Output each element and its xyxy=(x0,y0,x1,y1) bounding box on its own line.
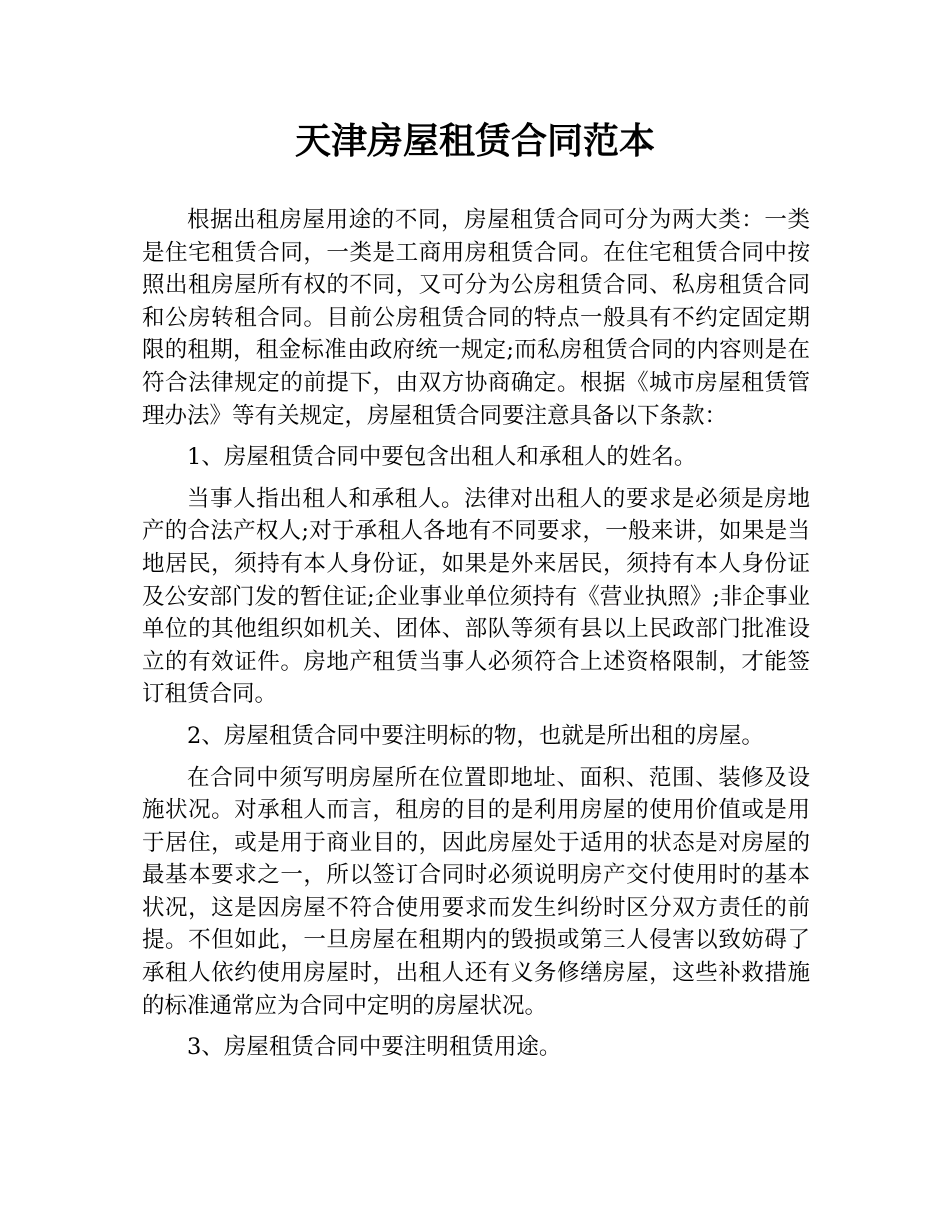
clause-body-1: 当事人指出租人和承租人。法律对出租人的要求是必须是房地产的合法产权人;对于承租人各地有不同要求，一般来讲，如果是当地居民，须持有本人身份证，如果是外来居民，须持有本人身份证及公安部门发的暂住证;企业事业单位须持有《营业执照》;非企事业单位的其他组织如机关、团体、部队等须有县以上民政部门批准设立的有效证件。房地产租赁当事人必须符合上述资格限制，才能签订租赁合同。 xyxy=(142,485,810,708)
document-title: 天津房屋租赁合同范本 xyxy=(294,121,655,162)
clause-body-2: 在合同中须写明房屋所在位置即地址、面积、范围、装修及设施状况。对承租人而言，租房的目的是利用房屋的使用价值或是用于居住，或是用于商业目的，因此房屋处于适用的状态是对房屋的最基本要求之一，所以签订合同时必须说明房产交付使用时的基本状况，这是因房屋不符合使用要求而发生纠纷时区分双方责任的前提。不但如此，一旦房屋在租期内的毁损或第三人侵害以致妨碍了承租人依约使用房屋时，出租人还有义务修缮房屋，这些补救措施的标准通常应为合同中定明的房屋状况。 xyxy=(142,764,810,1019)
document-body xyxy=(142,204,810,1073)
clause-heading-3: 3、房屋租赁合同中要注明租赁用途。 xyxy=(187,1034,562,1061)
paragraph-intro: 根据出租房屋用途的不同，房屋租赁合同可分为两大类：一类是住宅租赁合同，一类是工商用房租赁合同。在住宅租赁合同中按照出租房屋所有权的不同，又可分为公房租赁合同、私房租赁合同和公房转租合同。目前公房租赁合同的特点一般具有不约定固定期限的租期，租金标准由政府统一规定;而私房租赁合同的内容则是在符合法律规定的前提下，由双方协商确定。根据《城市房屋租赁管理办法》等有关规定，房屋租赁合同要注意具备以下条款： xyxy=(142,207,810,429)
clause-heading-2: 2、房屋租赁合同中要注明标的物，也就是所出租的房屋。 xyxy=(187,722,764,749)
clause-heading-1: 1、房屋租赁合同中要包含出租人和承租人的姓名。 xyxy=(187,444,697,471)
